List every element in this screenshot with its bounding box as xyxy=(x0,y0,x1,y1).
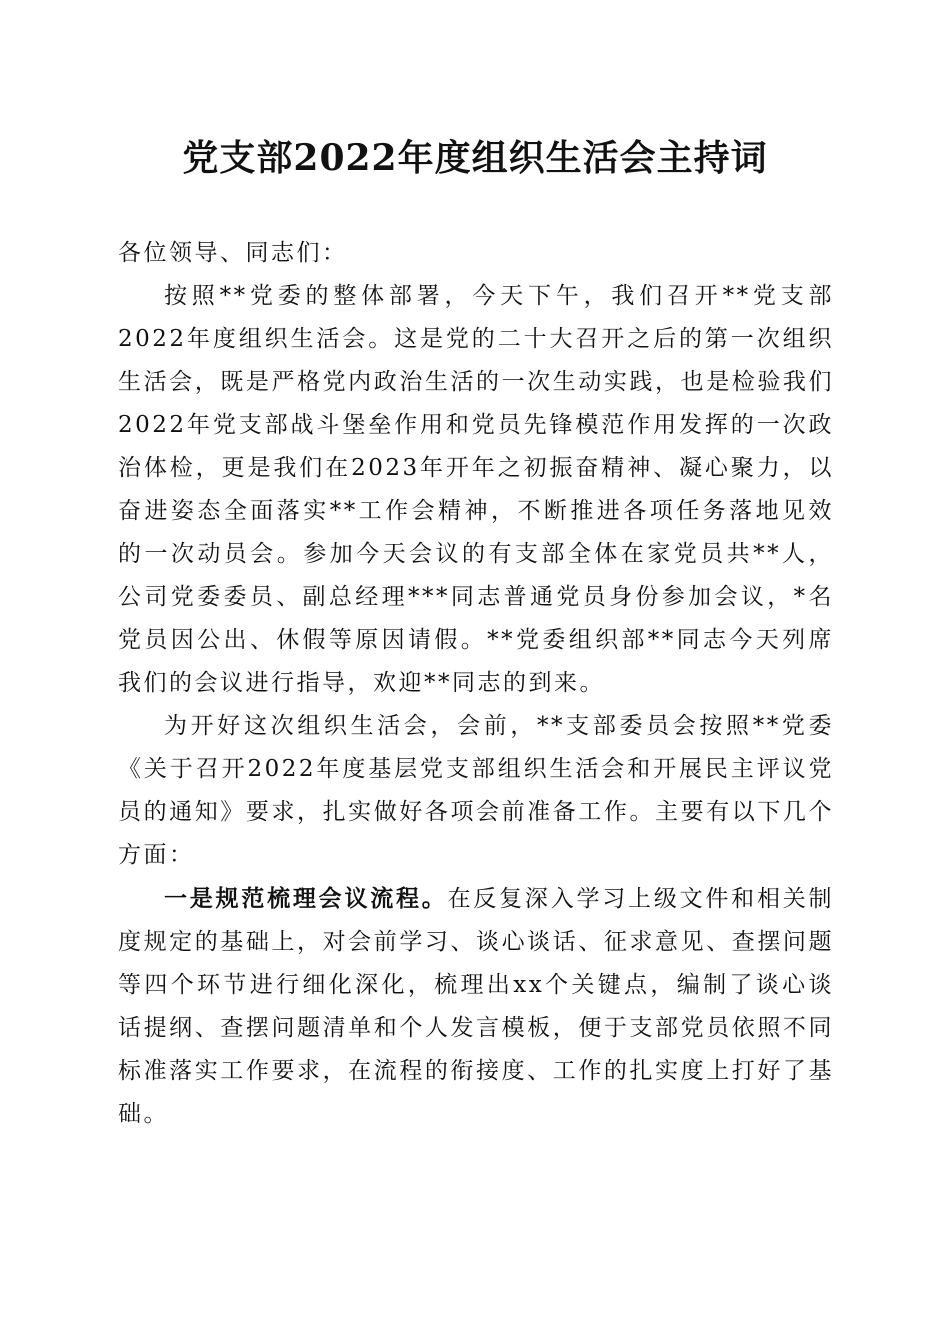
paragraph-point-one xyxy=(118,877,834,1136)
salutation: 各位领导、同志们： xyxy=(118,240,348,266)
paragraph-preparation: 为开好这次组织生活会，会前，**支部委员会按照**党委《关于召开2022年度基层党支部组织生活会和开展民主评议党员的通知》要求，扎实做好各项会前准备工作。主要有以下几个方面： xyxy=(118,713,834,868)
document-title: 党支部2022年度组织生活会主持词 xyxy=(182,137,768,179)
document-body xyxy=(118,232,834,1136)
point-one-text: 在反复深入学习上级文件和相关制度规定的基础上，对会前学习、谈心谈话、征求意见、查摆问题等四个环节进行细化深化，梳理出xx个关键点，编制了谈心谈话提纲、查摆问题清单和个人发言模板，便于支部党员依照不同标准落实工作要求，在流程的衔接度、工作的扎实度上打好了基础。 xyxy=(118,886,835,1127)
paragraph-opening: 按照**党委的整体部署，今天下午，我们召开**党支部2022年度组织生活会。这是党的二十大召开之后的第一次组织生活会，既是严格党内政治生活的一次生动实践，也是检验我们2022年党支部战斗堡垒作用和党员先锋模范作用发挥的一次政治体检，更是我们在2023年开年之初振奋精神、凝心聚力，以奋进姿态全面落实**工作会精神，不断推进各项任务落地见效的一次动员会。参加今天会议的有支部全体在家党员共**人，公司党委委员、副总经理***同志普通党员身份参加会议，*名党员因公出、休假等原因请假。**党委组织部**同志今天列席我们的会议进行指导，欢迎**同志的到来。 xyxy=(118,283,834,696)
point-one-lead: 一是规范梳理会议流程。 xyxy=(164,885,448,912)
